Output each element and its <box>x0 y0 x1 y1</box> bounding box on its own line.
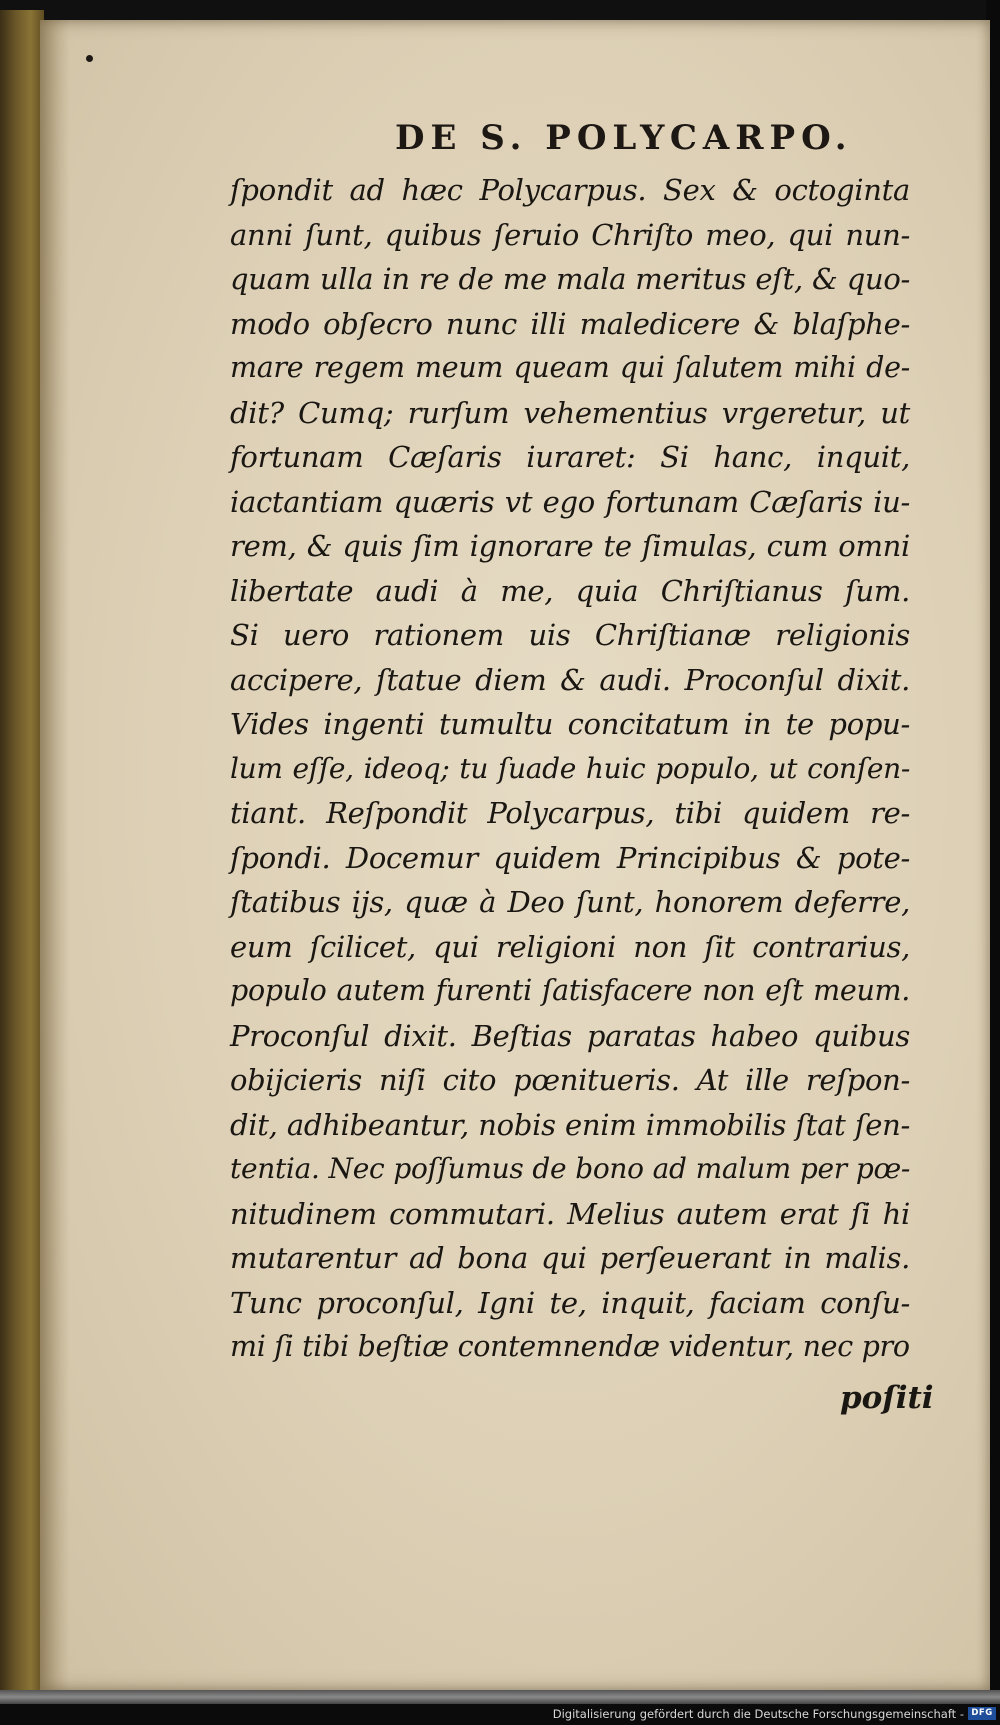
text-line: anni ſunt, quibus ſeruio Chriſto meo, qui nun- <box>230 217 910 252</box>
text-line: ſtatibus ijs, quæ à Deo ſunt, honorem deferre, <box>230 885 910 919</box>
book-cover-edge <box>0 10 44 1690</box>
text-line: obijcieris niſi cito pœnitueris. At ille reſpon- <box>230 1063 910 1097</box>
page-gutter-shadow <box>40 20 70 1690</box>
running-head: DE S. POLYCARPO. <box>395 118 853 158</box>
scan-top-border <box>0 0 1000 22</box>
text-line: mutarentur ad bona qui perſeuerant in malis. <box>230 1241 910 1275</box>
ink-dot-mark <box>86 55 93 62</box>
catchword: poſiti <box>840 1380 934 1416</box>
text-line: populo autem furenti ſatisfacere non eſt meum. <box>230 974 910 1007</box>
text-line: Si uero rationem uis Chriſtianæ religionis <box>230 618 910 652</box>
text-line: mi ſi tibi beſtiæ contemnendæ videntur, nec pro <box>230 1330 910 1363</box>
text-line: mare regem meum queam qui ſalutem mihi de- <box>230 351 910 384</box>
dfg-logo[interactable]: DFG <box>968 1707 996 1720</box>
text-line: modo obſecro nunc illi maledicere & blaſphe- <box>230 306 910 341</box>
text-line: dit, adhibeantur, nobis enim immobilis ſtat ſen- <box>230 1107 910 1142</box>
text-line: tiant. Reſpondit Polycarpus, tibi quidem re- <box>230 796 910 830</box>
text-line: nitudinem commutari. Melius autem erat ſi hi <box>230 1196 910 1231</box>
scanner-bottom-strip <box>0 1690 1000 1704</box>
text-line: fortunam Cæſaris iuraret: Si hanc, inquit, <box>230 440 910 474</box>
text-line: libertate audi à me, quia Chriſtianus ſum. <box>230 573 910 608</box>
text-line: Proconſul dixit. Beſtias paratas habeo quibus <box>230 1018 910 1053</box>
text-line: quam ulla in re de me mala meritus eſt, & quo- <box>230 262 910 296</box>
text-line: Vides ingenti tumultu concitatum in te popu- <box>230 707 910 741</box>
text-line: ſpondi. Docemur quidem Principibus & pote- <box>230 840 910 875</box>
text-line: Tunc proconſul, Igni te, inquit, faciam conſu- <box>230 1285 910 1320</box>
text-line: dit? Cumq; rurſum vehementius vrgeretur, ut <box>230 395 910 430</box>
text-line: accipere, ſtatue diem & audi. Proconſul dixit. <box>230 662 910 697</box>
funding-notice: Digitalisierung gefördert durch die Deutsche Forschungsgemeinschaft - <box>552 1707 964 1721</box>
text-line: ſpondit ad hæc Polycarpus. Sex & octoginta <box>230 173 910 207</box>
text-line: iactantiam quæris vt ego fortunam Cæſaris iu- <box>230 484 910 519</box>
text-line: rem, & quis ſim ignorare te ſimulas, cum omni <box>230 529 910 563</box>
body-text <box>230 168 910 1370</box>
text-line: tentia. Nec poſſumus de bono ad malum per pœ- <box>230 1152 910 1185</box>
text-line: lum eſſe, ideoq; tu ſuade huic populo, ut conſen- <box>230 751 910 785</box>
text-line: eum ſcilicet, qui religioni non ſit contrarius, <box>230 929 910 964</box>
